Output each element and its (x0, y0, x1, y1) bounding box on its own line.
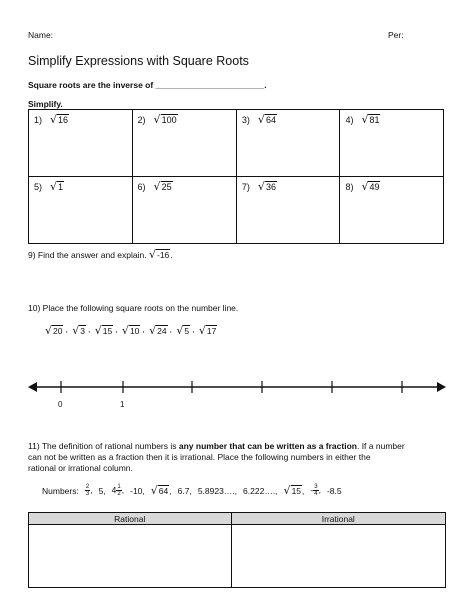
roots-list: √20 , √3 , √15 , √10 , √24 , √5 , √17 (45, 324, 217, 337)
sqrt-expression: √100 (153, 113, 177, 126)
name-label: Name: (28, 30, 54, 40)
numbers-list: Numbers: $\frac{2}{3}$ , 5, 4 $\frac{1}{2}$ , -10, √64, 6.7, 5.8923…., 6.222…., √15, - $\frac{3}{4}$ , -8.5 (42, 484, 342, 497)
sqrt-expression: √81 (361, 113, 380, 126)
problem-cell-7[interactable]: 7) √36 (236, 177, 340, 244)
number-line (28, 376, 446, 400)
irrational-column-cell[interactable] (231, 525, 445, 588)
sqrt-expression: √25 (153, 180, 172, 193)
column-header-irrational: Irrational (231, 513, 445, 525)
sqrt-expression: √64 (257, 113, 276, 126)
rational-column-cell[interactable] (29, 525, 232, 588)
problem-cell-4[interactable]: 4) √81 (340, 110, 444, 177)
question-9: 9) Find the answer and explain. √-16. (28, 248, 173, 261)
tick-label-0: 0 (58, 400, 63, 409)
sorting-table (28, 512, 446, 588)
problem-cell-5[interactable]: 5) √1 (29, 177, 133, 244)
right-arrow-icon (437, 382, 446, 392)
question-11: 11) The definition of rational numbers is any number that can be written as a fraction. If a number can not be written as a fraction then it is irrational. Place the following numbers in either the rational or irrational column. (28, 441, 405, 473)
page-title: Simplify Expressions with Square Roots (28, 54, 249, 68)
inverse-prompt: Square roots are the inverse of _______________________. (28, 80, 267, 90)
left-arrow-icon (28, 382, 37, 392)
problem-cell-1[interactable]: 1) √16 (29, 110, 133, 177)
problem-grid (28, 109, 444, 244)
sqrt-expression: √36 (257, 180, 276, 193)
simplify-label: Simplify. (28, 99, 63, 109)
problem-cell-2[interactable]: 2) √100 (132, 110, 236, 177)
problem-cell-8[interactable]: 8) √49 (340, 177, 444, 244)
problem-cell-3[interactable]: 3) √64 (236, 110, 340, 177)
per-label: Per: (388, 30, 404, 40)
sqrt-expression: √1 (50, 180, 64, 193)
question-10: 10) Place the following square roots on the number line. (28, 303, 239, 313)
sqrt-expression: √-16 (148, 248, 170, 261)
problem-cell-6[interactable]: 6) √25 (132, 177, 236, 244)
column-header-rational: Rational (29, 513, 232, 525)
sqrt-expression: √16 (50, 113, 69, 126)
tick-label-1: 1 (120, 400, 125, 409)
sqrt-expression: √49 (361, 180, 380, 193)
